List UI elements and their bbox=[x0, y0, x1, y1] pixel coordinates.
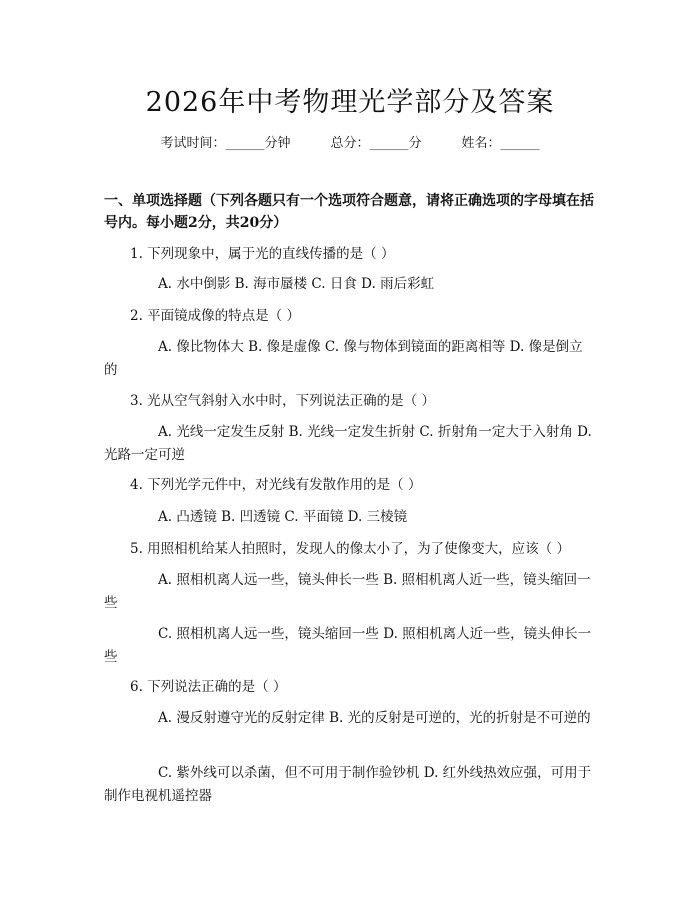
question-5-options-cd: C. 照相机离人远一些，镜头缩回一些 D. 照相机离人近一些，镜头伸长一些 bbox=[104, 626, 592, 665]
question-6: 6. 下列说法正确的是（ ） bbox=[130, 679, 287, 695]
question-2: 2. 平面镜成像的特点是（ ） bbox=[130, 308, 300, 324]
section-heading: 一、单项选择题（下列各题只有一个选项符合题意，请将正确选项的字母填在括号内。每小题2分，共20分） bbox=[104, 193, 594, 231]
exam-meta bbox=[0, 132, 700, 151]
question-6-options-cd: C. 紫外线可以杀菌，但不可用于制作验钞机 D. 红外线热效应强，可用于制作电视机遥控器 bbox=[104, 765, 592, 804]
question-4-options: A. 凸透镜 B. 凹透镜 C. 平面镜 D. 三棱镜 bbox=[158, 509, 408, 525]
question-6-options-ab: A. 漫反射遵守光的反射定律 B. 光的反射是可逆的，光的折射是不可逆的 bbox=[158, 710, 591, 726]
exam-time-field: 考试时间：______分钟 bbox=[160, 136, 291, 151]
question-3: 3. 光从空气斜射入水中时，下列说法正确的是（ ） bbox=[130, 393, 435, 409]
question-5: 5. 用照相机给某人拍照时，发现人的像太小了，为了使像变大，应该（ ） bbox=[130, 541, 570, 557]
question-1-options: A. 水中倒影 B. 海市蜃楼 C. 日食 D. 雨后彩虹 bbox=[158, 276, 435, 292]
total-score-field: 总分：______分 bbox=[330, 136, 422, 151]
question-1: 1. 下列现象中，属于光的直线传播的是（ ） bbox=[130, 246, 395, 262]
page-title: 2026年中考物理光学部分及答案 bbox=[145, 87, 555, 118]
question-2-options: A. 像比物体大 B. 像是虚像 C. 像与物体到镜面的距离相等 D. 像是倒立的 bbox=[104, 339, 583, 378]
question-4: 4. 下列光学元件中，对光线有发散作用的是（ ） bbox=[130, 477, 422, 493]
student-name-field: 姓名：______ bbox=[461, 136, 540, 151]
question-5-options-ab: A. 照相机离人远一些，镜头伸长一些 B. 照相机离人近一些，镜头缩回一些 bbox=[104, 572, 591, 611]
question-3-options: A. 光线一定发生反射 B. 光线一定发生折射 C. 折射角一定大于入射角 D. 光路一定可逆 bbox=[104, 424, 592, 463]
